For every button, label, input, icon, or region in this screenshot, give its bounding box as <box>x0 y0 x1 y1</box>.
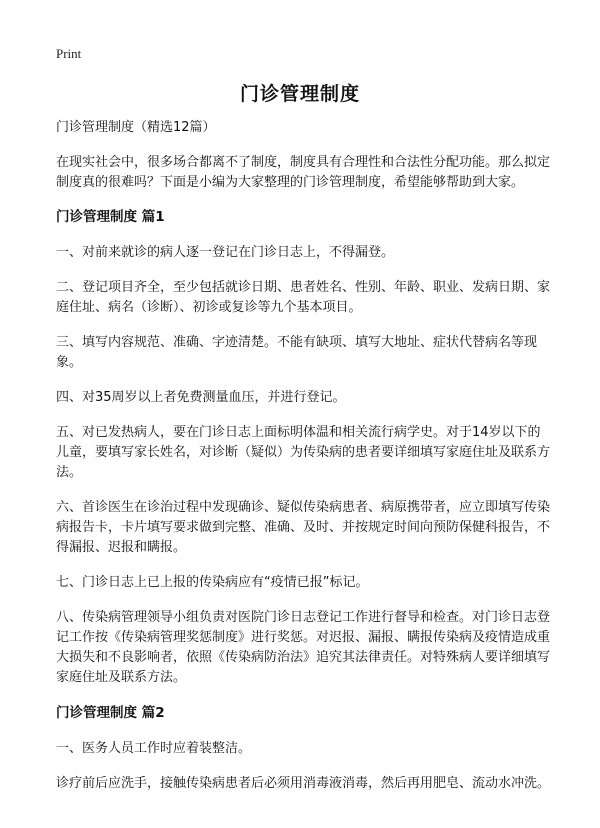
section2-item-1: 一、医务人员工作时应着装整洁。 <box>56 741 252 756</box>
page-title: 门诊管理制度 <box>239 83 360 105</box>
section1-item-5: 五、对已发热病人，要在门诊日志上面标明体温和相关流行病学史。对于14岁以下的儿童，要填写家长姓名，对诊断（疑似）为传染病的患者要详细填写家庭住址及联系方法。 <box>56 425 551 480</box>
section-heading-1: 门诊管理制度 篇1 <box>56 209 165 225</box>
intro-paragraph: 在现实社会中，很多场合都离不了制度，制度具有合理性和合法性分配功能。那么拟定制度真的很难吗？下面是小编为大家整理的门诊管理制度，希望能够帮助到大家。 <box>56 155 551 190</box>
section1-item-2: 二、登记项目齐全，至少包括就诊日期、患者姓名、性别、年龄、职业、发病日期、家庭住址、病名（诊断）、初诊或复诊等九个基本项目。 <box>56 280 551 315</box>
section2-item-2: 诊疗前后应洗手，接触传染病患者后必须用消毒液消毒，然后再用肥皂、流动水冲洗。 <box>56 776 551 791</box>
section1-item-7: 七、门诊日志上已上报的传染病应有“疫情已报”标记。 <box>56 575 369 590</box>
section1-item-4: 四、对35周岁以上者免费测量血压，并进行登记。 <box>56 390 346 405</box>
section-heading-2: 门诊管理制度 篇2 <box>56 705 165 721</box>
section1-item-8: 八、传染病管理领导小组负责对医院门诊日志登记工作进行督导和检查。对门诊日志登记工作按《传染病管理奖惩制度》进行奖惩。对迟报、漏报、瞒报传染病及疫情造成重大损失和不良影响者，依照《传染病防治法》追究其法律责任。对特殊病人要详细填写家庭住址及联系方法。 <box>56 610 551 685</box>
print-link[interactable]: Print <box>56 46 82 61</box>
section1-item-6: 六、首诊医生在诊治过程中发现确诊、疑似传染病患者、病原携带者，应立即填写传染病报告卡，卡片填写要求做到完整、准确、及时、并按规定时间向预防保健科报告，不得漏报、迟报和瞒报。 <box>56 500 551 555</box>
section1-item-3: 三、填写内容规范、准确、字迹清楚。不能有缺项、填写大地址、症状代替病名等现象。 <box>56 335 538 370</box>
article-subtitle: 门诊管理制度（精选12篇） <box>56 120 216 135</box>
section1-item-1: 一、对前来就诊的病人逐一登记在门诊日志上，不得漏登。 <box>56 245 395 260</box>
article-body <box>56 118 552 809</box>
